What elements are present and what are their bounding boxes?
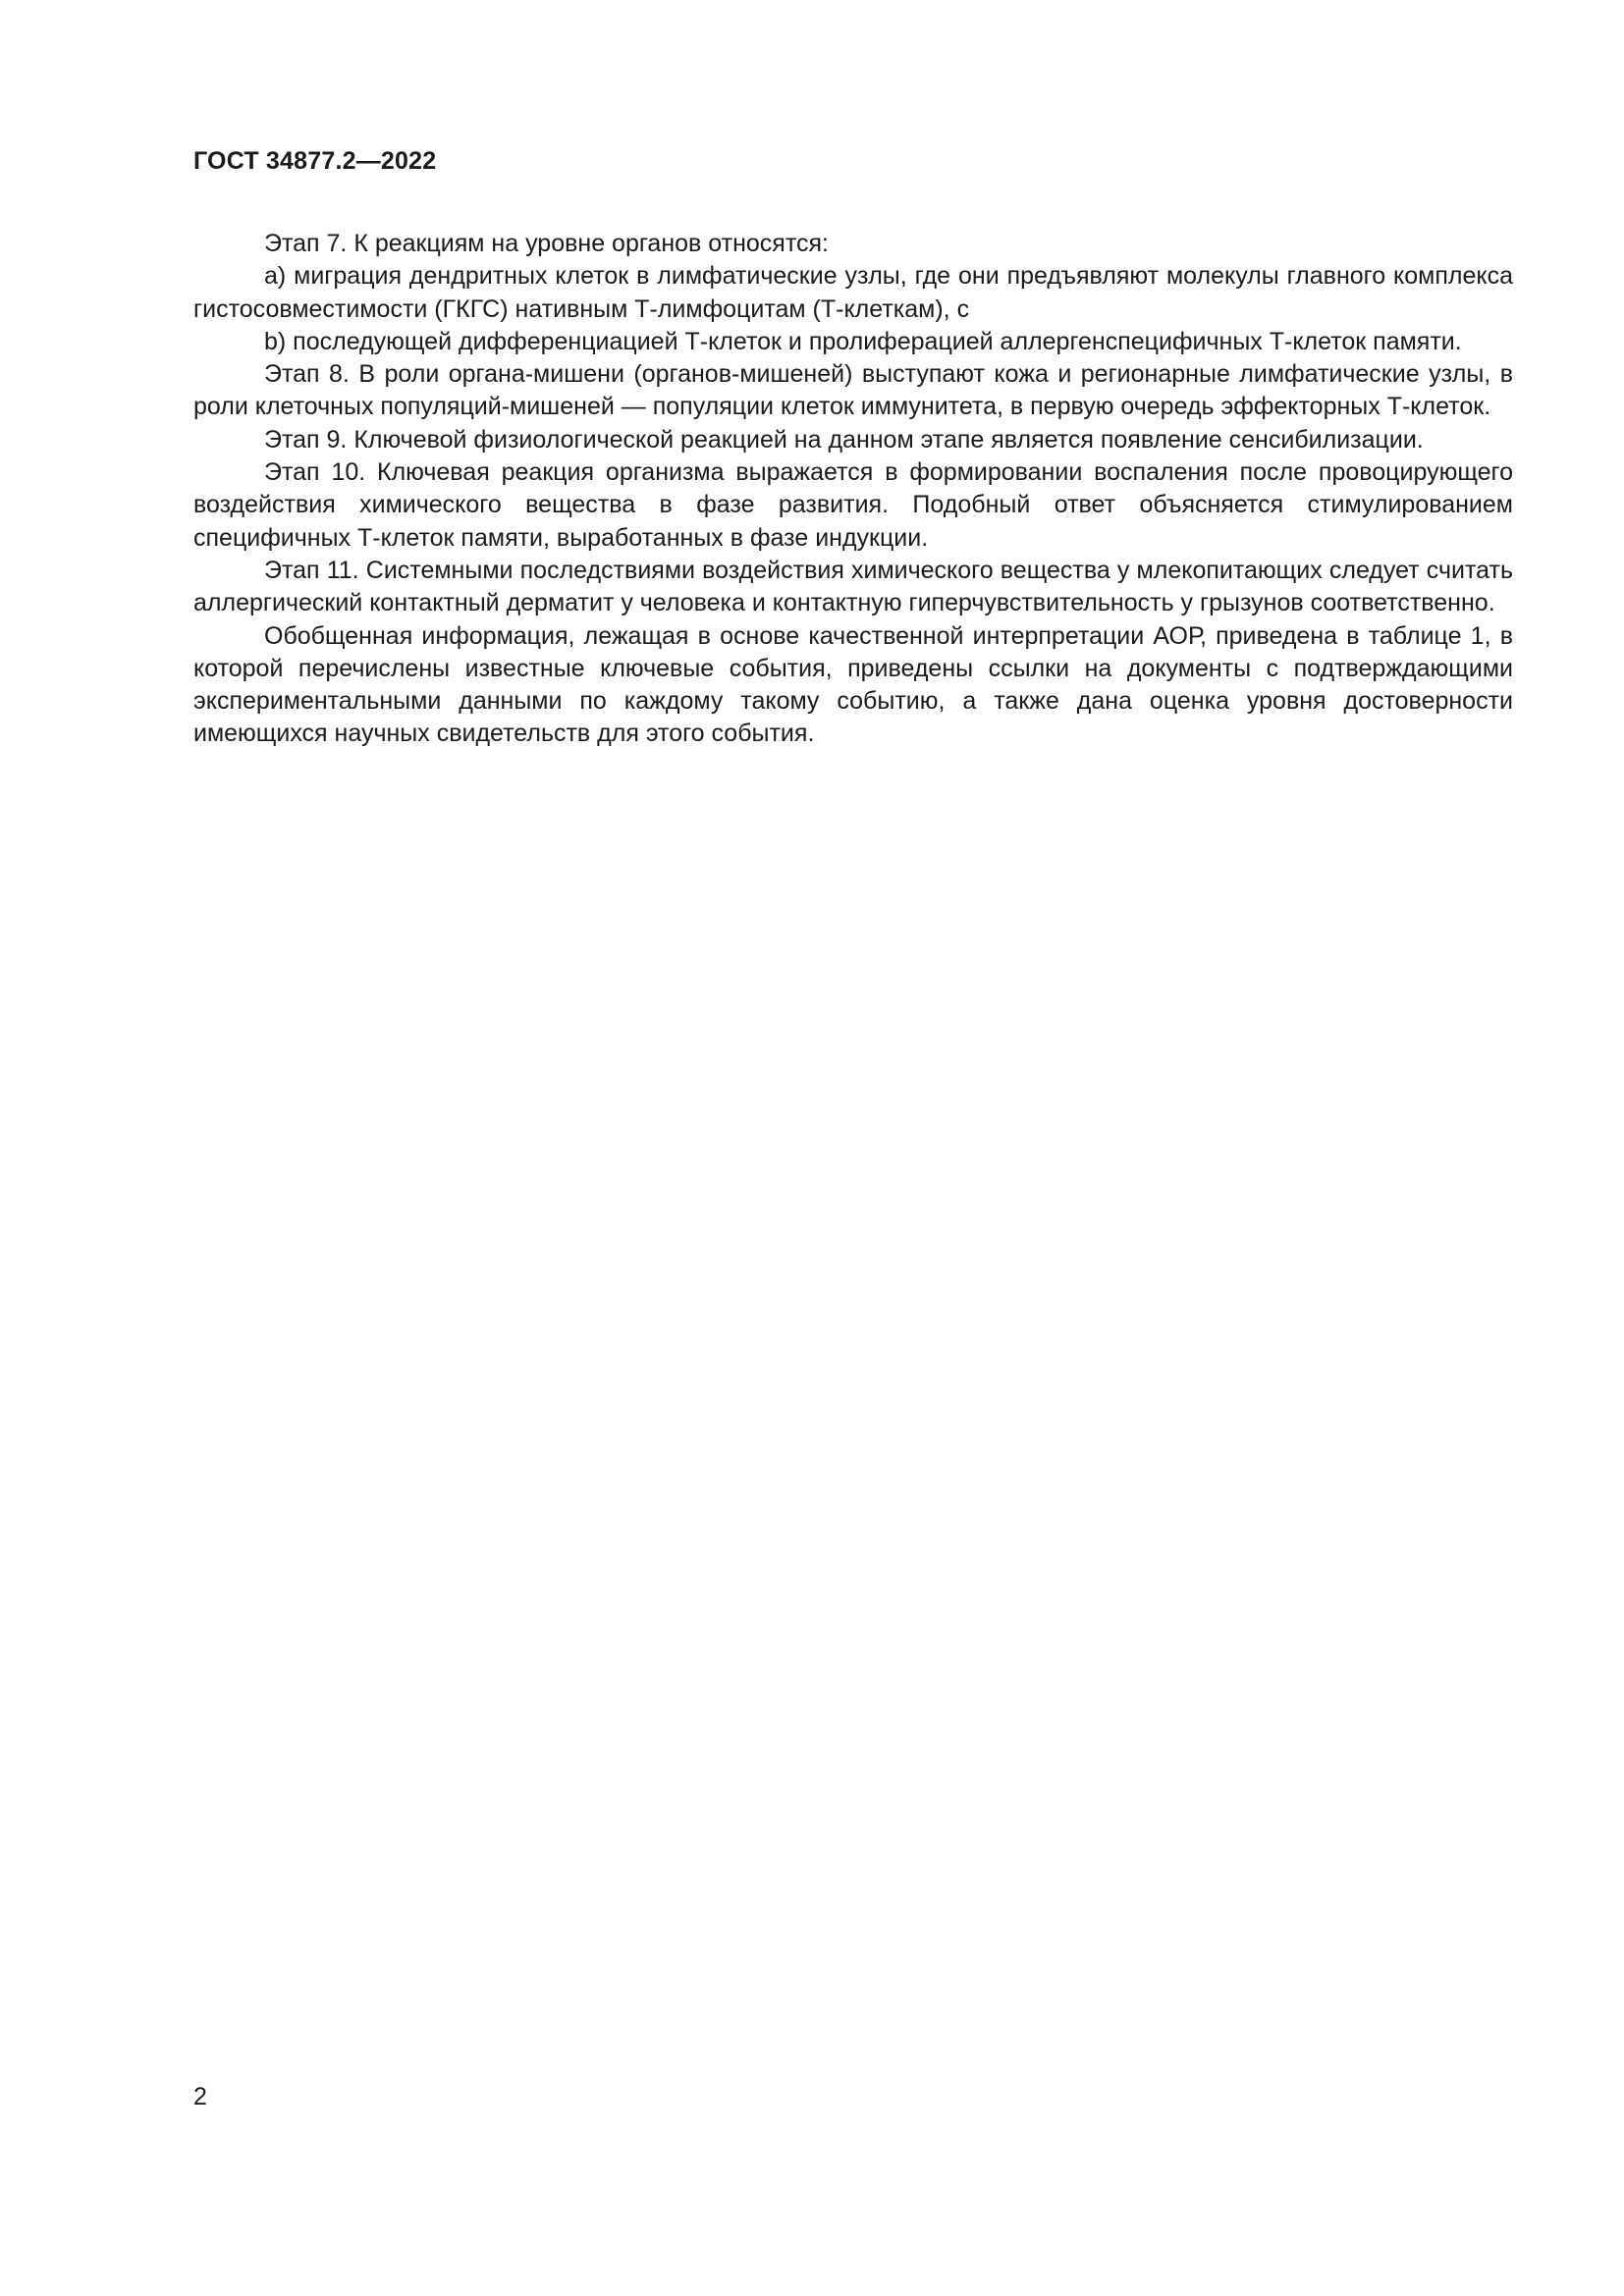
paragraph-summary: Обобщенная информация, лежащая в основе качественной интерпретации АОР, приведена в таблице 1, в которой перечислены известные ключевые события, приведены ссылки на документы с подтверждающими экспериментальными данными по каждому такому событию, а также дана оценка уровня достоверности имеющихся научных свидетельств для этого события. [193, 621, 1513, 748]
page-number: 2 [193, 2083, 207, 2110]
paragraph-stage-7: Этап 7. К реакциям на уровне органов относятся: [264, 230, 829, 257]
document-header: ГОСТ 34877.2—2022 [193, 147, 437, 175]
paragraph-stage-8: Этап 8. В роли органа-мишени (органов-мишеней) выступают кожа и регионарные лимфатические узлы, в роли клеточных популяций-мишеней — популяции клеток иммунитета, в первую очередь эффекторных Т-клеток. [193, 360, 1513, 421]
paragraph-item-a: а) миграция дендритных клеток в лимфатические узлы, где они предъявляют молекулы главного комплекса гистосовместимости (ГКГС) нативным Т-лимфоцитам (Т-клеткам), с [193, 262, 1513, 323]
paragraph-stage-11: Этап 11. Системными последствиями воздействия химического вещества у млекопитающих следует считать аллергический контактный дерматит у человека и контактную гиперчувствительность у грызунов соответственно. [193, 556, 1513, 617]
paragraph-item-b: b) последующей дифференциацией Т-клеток и пролиферацией аллергенспецифичных Т-клеток памяти. [264, 327, 1462, 355]
paragraph-stage-10: Этап 10. Ключевая реакция организма выражается в формировании воспаления после провоцирующего воздействия химического вещества в фазе развития. Подобный ответ объясняется стимулированием специфичных Т-клеток памяти, выработанных в фазе индукции. [193, 458, 1513, 552]
paragraph-stage-9: Этап 9. Ключевой физиологической реакцией на данном этапе является появление сенсибилизации. [264, 425, 1424, 454]
document-body [193, 228, 1513, 751]
